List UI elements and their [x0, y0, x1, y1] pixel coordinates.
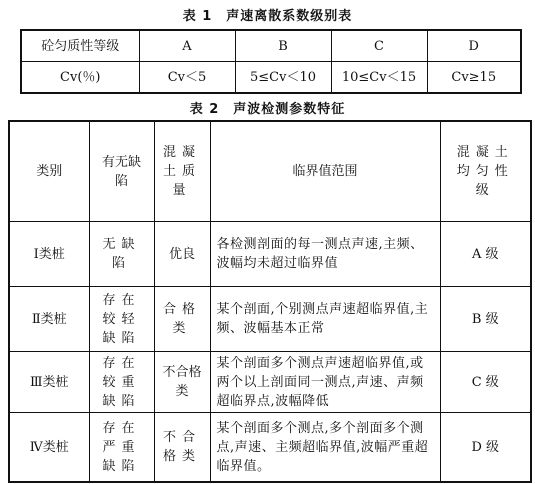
table1 — [20, 29, 522, 94]
row-category: Ⅳ类桩 — [9, 413, 89, 483]
row-category: Ⅲ类桩 — [9, 352, 89, 413]
table2-header-row — [9, 121, 531, 222]
table1-cell: Cv(％) — [21, 62, 139, 94]
table2-caption-number: 表 2 — [189, 102, 220, 117]
header-defect: 有无缺陷 — [89, 121, 154, 222]
row-defect: 存在较轻缺陷 — [89, 287, 154, 352]
row-defect: 存在严重缺陷 — [89, 413, 154, 483]
table1-caption — [0, 5, 535, 24]
row-grade: C 级 — [440, 352, 531, 413]
row-quality: 不合格类 — [154, 413, 210, 483]
table1-value-row — [21, 62, 521, 94]
table1-cell: 10≤Cv＜15 — [331, 62, 427, 94]
row-quality: 不合格类 — [154, 352, 210, 413]
header-category: 类别 — [9, 121, 89, 222]
row-category: Ⅰ类桩 — [9, 222, 89, 287]
table1-cell: C — [331, 30, 427, 62]
table1-cell: A — [139, 30, 235, 62]
row-quality: 合格类 — [154, 287, 210, 352]
table-row — [9, 287, 531, 352]
row-range: 某个剖面,个别测点声速超临界值,主频、波幅基本正常 — [210, 287, 440, 352]
table-row — [9, 222, 531, 287]
row-defect: 无缺陷 — [89, 222, 154, 287]
table-row — [9, 413, 531, 483]
row-grade: B 级 — [440, 287, 531, 352]
table-row — [9, 352, 531, 413]
table1-cell: 5≤Cv＜10 — [235, 62, 331, 94]
table1-header-row — [21, 30, 521, 62]
table1-caption-number: 表 1 — [182, 9, 213, 24]
row-range: 某个剖面多个测点,多个剖面多个测点,声速、主频超临界值,波幅严重超临界值。 — [210, 413, 440, 483]
row-category: Ⅱ类桩 — [9, 287, 89, 352]
row-range: 各检测剖面的每一测点声速,主频、波幅均未超过临界值 — [210, 222, 440, 287]
header-uniformity: 混凝土均匀性级 — [440, 121, 531, 222]
table1-cell: 砼匀质性等级 — [21, 30, 139, 62]
table1-cell: D — [427, 30, 521, 62]
row-quality: 优良 — [154, 222, 210, 287]
row-grade: A 级 — [440, 222, 531, 287]
table1-cell: Cv＜5 — [139, 62, 235, 94]
row-defect: 存在较重缺陷 — [89, 352, 154, 413]
header-quality: 混凝土质量 — [154, 121, 210, 222]
table1-cell: Cv≥15 — [427, 62, 521, 94]
table2 — [8, 120, 532, 483]
table1-caption-title: 声速离散系数级别表 — [226, 9, 353, 24]
header-range: 临界值范围 — [210, 121, 440, 222]
table2-caption — [0, 98, 535, 117]
table1-cell: B — [235, 30, 331, 62]
table2-caption-title: 声波检测参数特征 — [233, 102, 346, 117]
row-grade: D 级 — [440, 413, 531, 483]
row-range: 某个剖面多个测点声速超临界值,或两个以上剖面同一测点,声速、声频超临界点,波幅降低 — [210, 352, 440, 413]
